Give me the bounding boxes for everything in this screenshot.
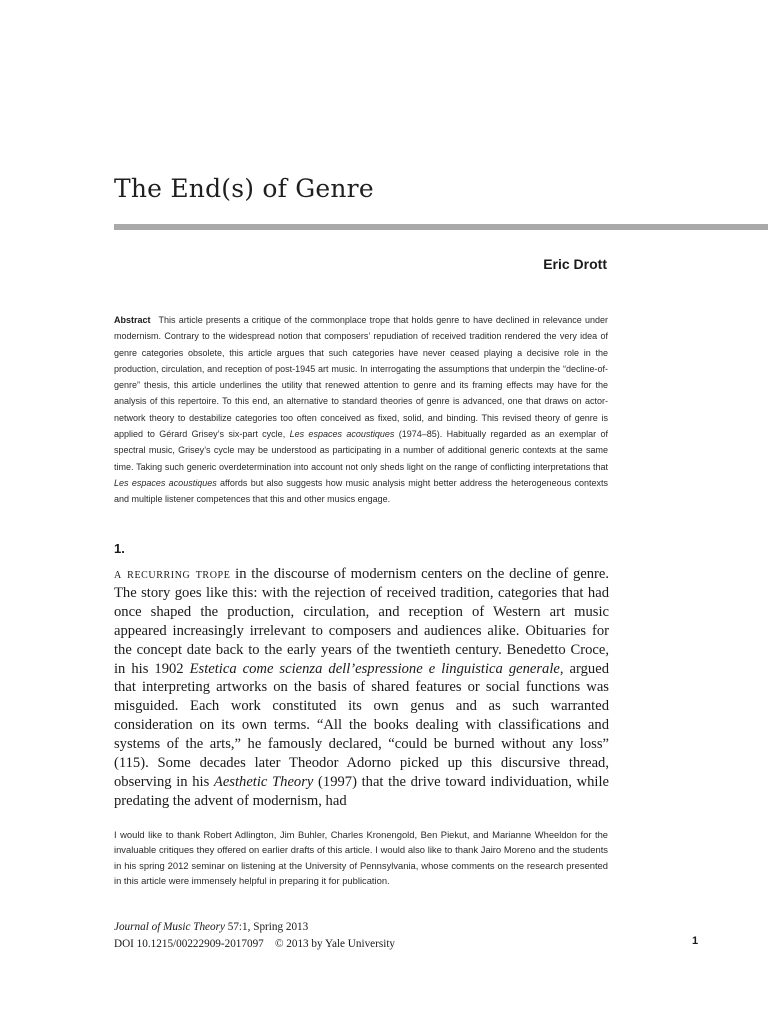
abstract-text-3: affords but also suggests how music analysis might better address the heterogeneous contexts and multiple listener competences that this and other musics engage. bbox=[114, 477, 608, 505]
copyright: © 2013 by Yale University bbox=[274, 938, 396, 950]
book-title-adorno: Aesthetic Theory bbox=[213, 773, 314, 790]
abstract-text-1: This article presents a critique of the commonplace trope that holds genre to have declined in relevance under modernism. Contrary to the widespread notion that composers’ repudiation of received tradition rendered the very idea of genre categories obsolete, this article argues that such categories have never ceased playing a decisive role in the production, circulation, and reception of post-1945 art music. In interrogating the assumptions that underpin the “decline-of-genre” thesis, this article underlines the utility that renewed attention to genre and its framing effects may have for the analysis of this repertoire. To this end, an alternative to standard theories of genre is advanced, one that draws on actor-network theory to destabilize categories too often conceived as fixed, solid, and binding. This revised theory of genre is applied to Gérard Grisey’s six-part cycle, bbox=[114, 315, 608, 440]
abstract-label: Abstract bbox=[114, 315, 151, 325]
journal-citation bbox=[114, 919, 308, 935]
acknowledgment-footnote: I would like to thank Robert Adlington, Jim Buhler, Charles Kronengold, Ben Piekut, and Marianne Wheeldon for the invaluable critiques they offered on earlier drafts of this article. I would also like to thank Jairo Moreno and the students in his spring 2012 seminar on listening at the University of Pennsylvania, whose comments on the research presented in this article were immensely helpful in preparing it for publication. bbox=[114, 829, 608, 886]
body-paragraph bbox=[114, 565, 609, 811]
page-number: 1 bbox=[692, 935, 699, 947]
abstract-work-title-2: Les espaces acoustiques bbox=[114, 477, 217, 488]
journal-issue: 57:1, Spring 2013 bbox=[224, 921, 309, 933]
body-text-1: in the discourse of modernism centers on the decline of genre. The story goes like this: with the rejection of received tradition, categories that had once shaped the production, circulation, and reception of Western art music appeared increasingly irrelevant to composers and audiences alike. Obituaries for the concept date back to the early years of the twentieth century. Benedetto Croce, in his 1902 bbox=[114, 566, 609, 677]
abstract-text-2: (1974–85). Habitually regarded as an exemplar of spectral music, Grisey’s cycle may be understood as participating in a number of additional generic contexts at the same time. Taking such generic overdetermination into account not only sheds light on the range of conflicting interpretations that bbox=[114, 429, 608, 472]
doi-copyright-line bbox=[114, 936, 395, 952]
abstract-work-title-1: Les espaces acoustiques bbox=[289, 429, 395, 440]
journal-name: Journal of Music Theory bbox=[114, 921, 225, 933]
abstract bbox=[114, 312, 608, 508]
book-title-croce: Estetica come scienza dell’espressione e linguistica generale bbox=[189, 660, 560, 677]
title-divider bbox=[114, 224, 768, 230]
doi: DOI 10.1215/00222909-2017097 bbox=[114, 938, 264, 950]
article-title: The End(s) of Genre bbox=[114, 174, 374, 203]
body-text-3: (1997) that the drive toward individuation, while predating the advent of modernism, had bbox=[114, 773, 609, 809]
body-text-2: , argued that interpreting artworks on the basis of shared features or social functions was misguided. Each work constituted its own genus and as such warranted consideration on its own terms. “All the books dealing with classifications and systems of the arts,” he famously declared, “could be burned without any loss” (115). Some decades later Theodor Adorno picked up this discursive thread, observing in his bbox=[114, 660, 609, 790]
section-number: 1. bbox=[114, 541, 125, 556]
lead-in-small-caps: a recurring trope bbox=[114, 566, 231, 582]
author-name: Eric Drott bbox=[543, 256, 607, 272]
